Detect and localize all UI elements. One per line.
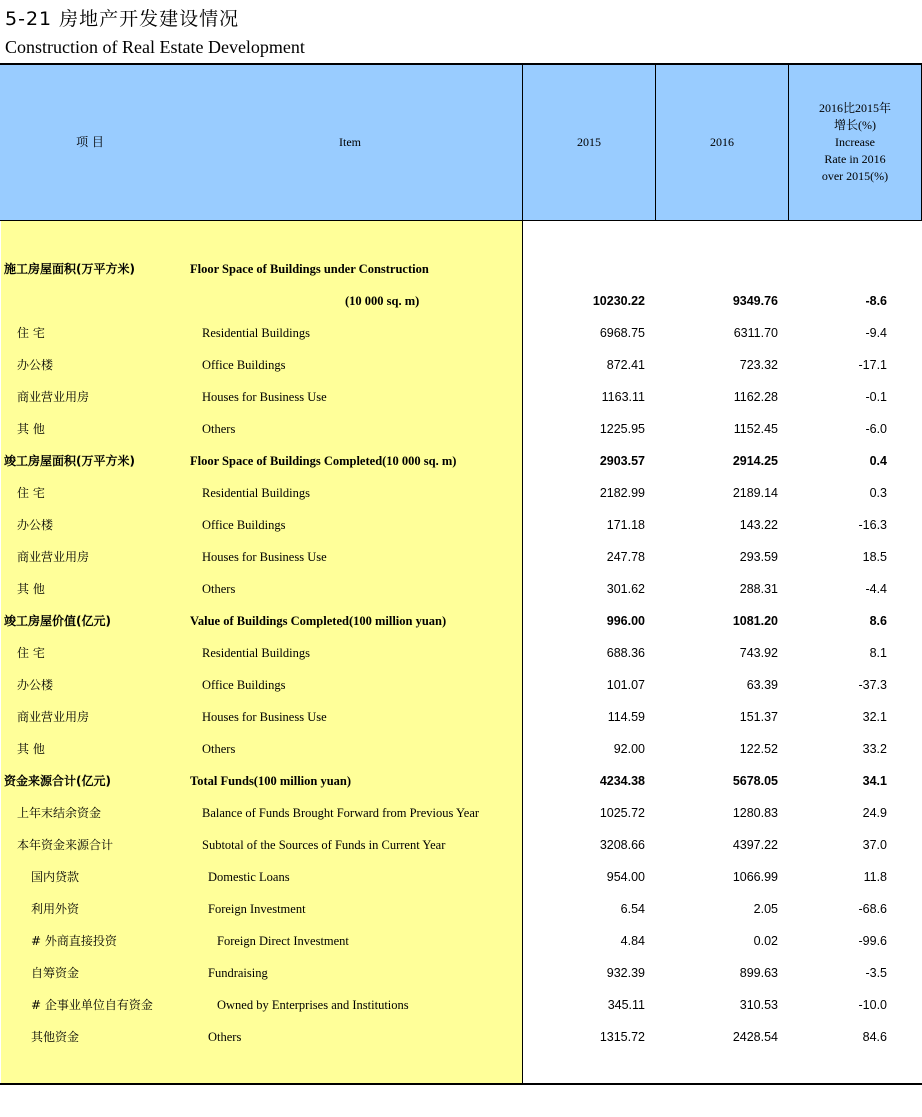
value-2015: 2903.57	[599, 454, 645, 468]
table-row	[0, 989, 922, 1021]
increase-rate: -68.6	[858, 902, 887, 916]
value-2015: 1163.11	[601, 390, 645, 404]
row-label-en: Residential Buildings	[202, 646, 310, 660]
row-label-cn: 其 他	[17, 582, 45, 596]
value-2015: 101.07	[606, 678, 645, 692]
increase-rate: -10.0	[858, 998, 887, 1012]
value-2015: 688.36	[606, 646, 645, 660]
header-item-en: Item	[339, 135, 361, 149]
value-2015: 345.11	[607, 998, 645, 1012]
table-row	[0, 957, 922, 989]
header-increase-line: over 2015(%)	[821, 169, 889, 183]
value-2015: 996.00	[606, 614, 645, 628]
value-2015: 301.62	[606, 582, 645, 596]
table-row	[0, 797, 922, 829]
header-bottom-rule	[0, 220, 922, 221]
table-row	[0, 253, 922, 285]
row-label-en: Fundraising	[208, 966, 268, 980]
value-2015: 932.39	[606, 966, 645, 980]
value-2016: 0.02	[753, 934, 778, 948]
row-label-cn: 本年资金来源合计	[17, 838, 114, 852]
value-2016: 63.39	[746, 678, 778, 692]
row-label-en: Foreign Direct Investment	[217, 934, 349, 948]
row-label-cn: 办公楼	[17, 678, 54, 692]
increase-rate: 0.3	[869, 486, 887, 500]
table-row	[0, 381, 922, 413]
value-2015: 4.84	[620, 934, 645, 948]
value-2016: 2.05	[753, 902, 778, 916]
value-2016: 1081.20	[732, 614, 778, 628]
value-2015: 1025.72	[599, 806, 645, 820]
table-row	[0, 765, 922, 797]
table-row	[0, 477, 922, 509]
increase-rate: -37.3	[858, 678, 887, 692]
row-label-cn: 住 宅	[17, 326, 45, 340]
table-row	[0, 829, 922, 861]
row-label-en: Others	[208, 1030, 242, 1044]
increase-rate: 34.1	[862, 774, 887, 788]
row-label-cn: # 外商直接投资	[31, 934, 117, 948]
increase-rate: -99.6	[858, 934, 887, 948]
value-2015: 1315.72	[599, 1030, 645, 1044]
value-2016: 723.32	[739, 358, 778, 372]
value-2016: 4397.22	[732, 838, 778, 852]
table-row	[0, 605, 922, 637]
increase-rate: 11.8	[863, 870, 887, 884]
row-label-en: Domestic Loans	[208, 870, 290, 884]
row-label-cn: 自筹资金	[31, 966, 80, 980]
value-2015: 171.18	[606, 518, 645, 532]
row-label-en: Others	[202, 582, 236, 596]
row-label-en: Office Buildings	[202, 518, 286, 532]
increase-rate: -6.0	[865, 422, 887, 436]
increase-rate: -0.1	[865, 390, 887, 404]
value-2016: 122.52	[739, 742, 778, 756]
table-row	[0, 669, 922, 701]
row-label-en: Houses for Business Use	[202, 710, 327, 724]
table-row	[0, 701, 922, 733]
row-label-cn: # 企事业单位自有资金	[31, 998, 153, 1012]
row-label-en: Floor Space of Buildings Completed(10 000 sq. m)	[190, 454, 457, 468]
value-2016: 310.53	[739, 998, 778, 1012]
row-label-en: Others	[202, 422, 236, 436]
row-label-cn: 办公楼	[17, 358, 54, 372]
value-2016: 6311.70	[733, 326, 778, 340]
table-row	[0, 445, 922, 477]
increase-rate: 0.4	[869, 454, 887, 468]
table-row	[0, 317, 922, 349]
value-2016: 143.22	[739, 518, 778, 532]
table-row	[0, 861, 922, 893]
header-item-cn: 项 目	[76, 135, 104, 149]
value-2015: 4234.38	[599, 774, 645, 788]
value-2015: 6.54	[620, 902, 645, 916]
row-label-cn: 住 宅	[17, 486, 45, 500]
value-2015: 92.00	[613, 742, 645, 756]
increase-rate: -8.6	[865, 294, 887, 308]
row-label-cn: 国内贷款	[31, 870, 80, 884]
value-2016: 1066.99	[732, 870, 778, 884]
increase-rate: 8.6	[869, 614, 887, 628]
row-label-cn: 其他资金	[31, 1030, 80, 1044]
row-label-cn: 商业营业用房	[17, 550, 90, 564]
row-label-en: Houses for Business Use	[202, 550, 327, 564]
value-2016: 743.92	[739, 646, 778, 660]
value-2015: 3208.66	[599, 838, 645, 852]
header-increase	[789, 100, 921, 185]
increase-rate: 37.0	[862, 838, 887, 852]
table-row	[0, 1021, 922, 1053]
table-row	[0, 349, 922, 381]
row-label-en: Residential Buildings	[202, 486, 310, 500]
table-bottom-rule	[0, 1083, 922, 1085]
row-label-cn: 办公楼	[17, 518, 54, 532]
row-label-cn: 竣工房屋面积(万平方米)	[4, 454, 135, 468]
header-increase-line: 2016比2015年	[818, 101, 891, 115]
value-2016: 288.31	[739, 582, 778, 596]
row-label-en: Residential Buildings	[202, 326, 310, 340]
table-row	[0, 573, 922, 605]
table-row	[0, 733, 922, 765]
row-label-cn: 商业营业用房	[17, 710, 90, 724]
table-row	[0, 509, 922, 541]
increase-rate: 8.1	[869, 646, 887, 660]
value-2016: 9349.76	[732, 294, 778, 308]
value-2015: 114.59	[607, 710, 645, 724]
value-2015: 872.41	[606, 358, 645, 372]
value-2015: 954.00	[606, 870, 645, 884]
increase-rate: 18.5	[862, 550, 887, 564]
table-row	[0, 925, 922, 957]
value-2015: 10230.22	[592, 294, 645, 308]
value-2016: 2428.54	[732, 1030, 778, 1044]
row-label-cn: 其 他	[17, 742, 45, 756]
row-label-cn: 其 他	[17, 422, 45, 436]
table-row	[0, 285, 922, 317]
header-increase-line: Rate in 2016	[824, 152, 886, 166]
row-label-cn: 商业营业用房	[17, 390, 90, 404]
row-label-en: (10 000 sq. m)	[345, 294, 420, 308]
increase-rate: -3.5	[865, 966, 887, 980]
row-label-cn: 竣工房屋价值(亿元)	[4, 614, 111, 628]
row-label-en: Floor Space of Buildings under Construction	[190, 262, 429, 276]
header-increase-line: 增长(%)	[834, 118, 876, 132]
header-2016: 2016	[710, 135, 734, 149]
increase-rate: 32.1	[862, 710, 887, 724]
row-label-en: Balance of Funds Brought Forward from Previous Year	[202, 806, 480, 820]
row-label-cn: 上年末结余资金	[17, 806, 102, 820]
row-label-en: Foreign Investment	[208, 902, 306, 916]
header-2015: 2015	[577, 135, 601, 149]
value-2016: 899.63	[739, 966, 778, 980]
row-label-en: Houses for Business Use	[202, 390, 327, 404]
header-increase-line: Increase	[835, 135, 875, 149]
table-row	[0, 893, 922, 925]
increase-rate: -16.3	[858, 518, 887, 532]
value-2016: 2189.14	[732, 486, 778, 500]
value-2016: 5678.05	[732, 774, 778, 788]
value-2016: 2914.25	[732, 454, 778, 468]
value-2015: 6968.75	[599, 326, 645, 340]
value-2016: 1162.28	[733, 390, 778, 404]
row-label-cn: 施工房屋面积(万平方米)	[4, 262, 135, 276]
value-2015: 2182.99	[599, 486, 645, 500]
increase-rate: -9.4	[865, 326, 887, 340]
row-label-en: Others	[202, 742, 236, 756]
value-2016: 1152.45	[733, 422, 778, 436]
increase-rate: -4.4	[865, 582, 887, 596]
value-2015: 247.78	[606, 550, 645, 564]
increase-rate: 84.6	[862, 1030, 887, 1044]
increase-rate: 33.2	[862, 742, 887, 756]
value-2016: 293.59	[739, 550, 778, 564]
value-2015: 1225.95	[599, 422, 645, 436]
row-label-en: Subtotal of the Sources of Funds in Current Year	[202, 838, 446, 852]
row-label-en: Office Buildings	[202, 678, 286, 692]
value-2016: 1280.83	[732, 806, 778, 820]
table-row	[0, 637, 922, 669]
row-label-cn: 住 宅	[17, 646, 45, 660]
increase-rate: -17.1	[858, 358, 887, 372]
row-label-cn: 利用外资	[31, 902, 80, 916]
row-label-en: Total Funds(100 million yuan)	[190, 774, 352, 788]
row-label-en: Value of Buildings Completed(100 million yuan)	[190, 614, 447, 628]
table-row	[0, 541, 922, 573]
row-label-cn: 资金来源合计(亿元)	[4, 774, 111, 788]
page-title-en: Construction of Real Estate Development	[5, 37, 305, 57]
row-label-en: Owned by Enterprises and Institutions	[217, 998, 409, 1012]
table-row	[0, 413, 922, 445]
page-title-cn: 5-21 房地产开发建设情况	[5, 8, 240, 30]
value-2016: 151.37	[739, 710, 778, 724]
increase-rate: 24.9	[862, 806, 887, 820]
row-label-en: Office Buildings	[202, 358, 286, 372]
